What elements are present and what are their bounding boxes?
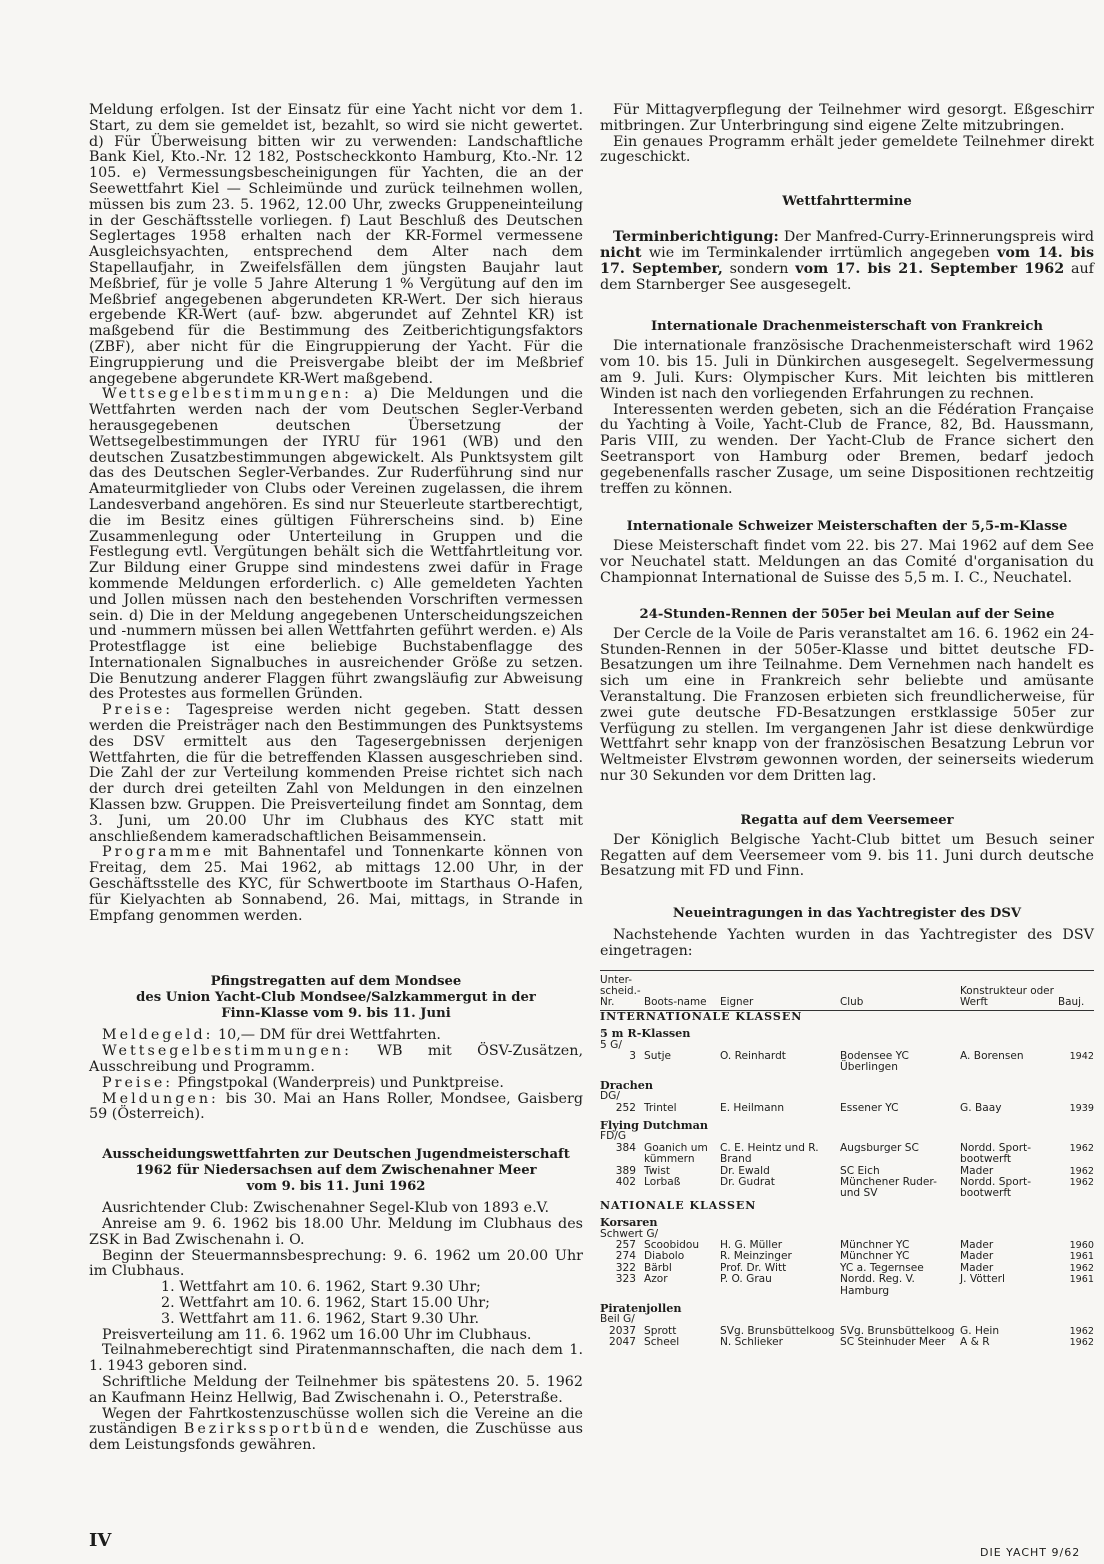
table-row: 322 Bärbl Prof. Dr. Witt YC a. Tegernsee Mader 1962 <box>615 1261 1094 1274</box>
table-header-row <box>600 975 1094 1011</box>
section-heading: Internationale Schweizer Meisterschaften der 5,5-m-Klasse <box>626 519 1068 535</box>
table-row: 402 Lorbaß Dr. Gudrat Münchener Ruder- und SV Nordd. Sport-bootwerft 1962 <box>615 1175 1094 1200</box>
paragraph: Der Cercle de la Voile de Paris veranstaltet am 16. 6. 1962 ein 24-Stunden-Rennen in der 505er-Klasse und bittet deutsche FD-Besatzungen um ihre Teilnahme. Dem Vernehmen nach handelt es sich um eine in Frankreich sehr beliebte und amüsante Veranstaltung. Die Franzosen erbieten sich freundlicherweise, für zwei gute deutsche FD-Besatzungen erstklassige 505er zur Verfügung zu stellen. Im vergangenen Jahr ist diese denkwürdige Wettfahrt sehr knapp von der französischen Besatzung Lebrun vor Weltmeister Elvstrøm gewonnen worden, der seinerseits wiederum nur 30 Sekunden vor dem Dritten lag. <box>600 625 1094 784</box>
column-header: Bauj. <box>1058 995 1085 1008</box>
schedule-item: 3. Wettfahrt am 11. 6. 1962, Start 9.30 Uhr. <box>161 1310 480 1327</box>
register-section-title: NATIONALE KLASSEN <box>600 1198 757 1212</box>
section-heading: 24-Stunden-Rennen der 505er bei Meulan auf der Seine <box>639 606 1055 622</box>
left-column <box>89 103 583 1454</box>
paragraph: Meldungen: bis 30. Mai an Hans Roller, Mondsee, Gaisberg 59 (Österreich). <box>89 1090 584 1123</box>
table-row: 257 Scoobidou H. G. Müller Münchner YC Mader 1960 <box>615 1239 1094 1251</box>
register-class-name: Flying Dutchman <box>600 1117 708 1132</box>
table-row: 2047 Scheel N. Schlieker SC Steinhuder Meer A & R 1962 <box>609 1336 1094 1349</box>
column-header: Boots-name <box>644 995 707 1008</box>
table-row: 2037 Sprott SVg. Brunsbüttelkoog SVg. Brunsbüttelkoog G. Hein 1962 <box>609 1324 1094 1337</box>
paragraph: Die internationale französische Drachenmeisterschaft wird 1962 vom 10. bis 15. Juli in Dünkirchen ausgesegelt. Segelvermessung am 9. Juli. Kurs: Olympischer Kurs. Mit leichten bis mittleren Winden ist nach den vorliegenden Erfahrungen zu rechnen. <box>600 338 1094 402</box>
paragraph: Anreise am 9. 6. 1962 bis 18.00 Uhr. Meldung im Clubhaus des ZSK in Bad Zwischenahn i. O. <box>89 1216 583 1248</box>
right-column <box>600 103 1094 1349</box>
paragraph: Wettsegelbestimmungen: WB mit ÖSV-Zusätzen, Ausschreibung und Programm. <box>89 1043 583 1076</box>
register-class-prefix: FD/G <box>600 1130 627 1143</box>
table-row: 389 Twist Dr. Ewald SC Eich Mader 1962 <box>615 1164 1094 1177</box>
section-heading: Regatta auf dem Veersemeer <box>740 812 954 828</box>
paragraph: Der Königlich Belgische Yacht-Club bittet um Besuch seiner Regatten auf dem Veersemeer vom 9. bis 11. Juni durch deutsche Besatzung mit FD und Finn. <box>600 831 1094 880</box>
register-class-name: Piratenjollen <box>600 1301 682 1316</box>
paragraph: Für Mittagverpflegung der Teilnehmer wird gesorgt. Eßgeschirr mitbringen. Zur Unterbringung sind eigene Zelte mitzubringen. <box>600 102 1094 134</box>
paragraph: Nachstehende Yachten wurden in das Yachtregister des DSV eingetragen: <box>600 927 1094 959</box>
paragraph: Terminberichtigung: Der Manfred-Curry-Erinnerungspreis wird nicht wie im Terminkalender irrtümlich angegeben vom 14. bis 17. September, sondern vom 17. bis 21. September 1962 auf dem Starnberger See ausgesegelt. <box>600 229 1095 293</box>
paragraph: Ein genaues Programm erhält jeder gemeldete Teilnehmer direkt zugeschickt. <box>600 133 1094 166</box>
paragraph: Wettsegelbestimmungen: a) Die Meldungen und die Wettfahrten werden nach der vom Deutschen Segler-Verband herausgegebenen deutschen Übersetzung der Wettsegelbestimmungen der IYRU für 1961 (WB) und den deutschen Zusatzbestimmungen abgewickelt. Als Punktsystem gilt das des Deutschen Segler-Verbandes. Zur Ruderführung sind nur Amateurmitglieder von Clubs oder Vereinen zugelassen, die ihrem Landesverband angehören. Es sind nur Steuerleute startberechtigt, die im Besitz eines gültigen Führerscheins sind. b) Eine Zusammenlegung oder Unterteilung in Gruppen und die Festlegung evtl. Vergütungen behält sich die Wettfahrtleitung vor. Zur Bildung einer Gruppe sind mindestens zwei dafür in Frage kommende Meldungen erforderlich. c) Alle gemeldeten Yachten und Jollen müssen nach den bestehenden Vorschriften vermessen sein. d) Die in der Meldung angegebenen Unterscheidungszeichen und -nummern müssen bei allen Wettfahrten geführt werden. e) Als Protestflagge ist eine beliebige Buchstabenflagge des Internationalen Signalbuches in ausreichender Größe zu setzen. Die Benutzung anderer Flaggen führt zwangsläufig zur Abweisung des Protestes aus formellen Gründen. <box>89 386 583 703</box>
paragraph: Preise: Pfingstpokal (Wanderpreis) und Punktpreise. <box>102 1074 504 1091</box>
paragraph: Meldung erfolgen. Ist der Einsatz für eine Yacht nicht vor dem 1. Start, zu dem sie gemeldet ist, bezahlt, so wird sie nicht gewertet. d) Für Überweisung bitten wir zu verwenden: Landschaftliche Bank Kiel, Kto.-Nr. 12 182, Postscheckkonto Hamburg, Kto.-Nr. 12 105. e) Vermessungsbescheinigungen für Yachten, die an der Seewettfahrt Kiel — Schleimünde und zurück teilnehmen wollen, müssen bis zum 23. 5. 1962, 12.00 Uhr, zwecks Gruppeneinteilung in der Geschäftsstelle vorliegen. f) Laut Beschluß des Deutschen Seglertages 1958 erhalten nach der KR-Formel vermessene Ausgleichsyachten, entsprechend dem Alter nach dem Stapellaufjahr, in Zweifelsfällen dem jüngsten Baujahr laut Meßbrief, für je volle 5 Jahre Alterung 1 % Vergütung auf den im Meßbrief angegebenen abgerundeten KR-Wert. Der sich hieraus ergebende KR-Wert (auf- bzw. abgerundet auf Zehntel KR) ist maßgebend für die Bestimmung des Zeitberichtigungsfaktors (ZBF), aber nicht für die Eingruppierung der Yacht. Für die Eingruppierung und die Preisvergabe bleibt der im Meßbrief angegebene abgerundete KR-Wert maßgebend. <box>89 102 583 387</box>
register-class-prefix: DG/ <box>600 1090 620 1103</box>
paragraph: Beginn der Steuermannsbesprechung: 9. 6. 1962 um 20.00 Uhr im Clubhaus. <box>89 1247 583 1280</box>
column-header: Club <box>840 995 864 1008</box>
paragraph: Programme mit Bahnentafel und Tonnenkarte können von Freitag, dem 25. Mai 1962, ab mittags 12.00 Uhr, in der Geschäftsstelle des KYC, für Schwertboote im Starthaus O-Hafen, für Kielyachten ab Sonnabend, 26. Mai, mittags, in Strande in Empfang genommen werden. <box>89 844 584 924</box>
section-heading: Ausscheidungswettfahrten zur Deutschen Jugendmeisterschaft 1962 für Niedersachsen auf dem Zwischenahner Meer vom 9. bis 11. Juni 1962 <box>102 1147 570 1195</box>
paragraph: Meldegeld: 10,— DM für drei Wettfahrten. <box>102 1027 441 1044</box>
table-row: 274 Diabolo R. Meinzinger Münchner YC Mader 1961 <box>615 1250 1094 1263</box>
page-number: IV <box>89 1530 112 1551</box>
paragraph: Wegen der Fahrtkostenzuschüsse wollen sich die Vereine an die zuständigen Bezirkssportbünde wenden, die Zuschüsse aus dem Leistungsfonds gewähren. <box>89 1405 584 1454</box>
section-heading: Pfingstregatten auf dem Mondsee des Union Yacht-Club Mondsee/Salzkammergut in der Finn-Klasse vom 9. bis 11. Juni <box>136 974 536 1022</box>
paragraph: Teilnahmeberechtigt sind Piratenmannschaften, die nach dem 1. 1. 1943 geboren sind. <box>89 1342 583 1375</box>
table-row: 323 Azor P. O. Grau Nordd. Reg. V. Hamburg J. Vötterl 1961 <box>615 1273 1094 1297</box>
schedule-item: 1. Wettfahrt am 10. 6. 1962, Start 9.30 Uhr; <box>161 1279 481 1296</box>
column-header: Eigner <box>720 995 754 1008</box>
paragraph: Interessenten werden gebeten, sich an die Fédération Française du Yachting à Voile, Yacht-Club de France, 82, Bd. Haussmann, Paris VIII, zu wenden. Der Yacht-Club de France sichert den Seetransport von Hamburg oder Bremen, bedarf jedoch gegebenenfalls rascher Zusage, um seine Dispositionen rechtzeitig treffen zu können. <box>600 401 1094 497</box>
yacht-register-table <box>600 970 1094 1349</box>
section-heading: Internationale Drachenmeisterschaft von Frankreich <box>651 319 1043 335</box>
paragraph: Preise: Tagespreise werden nicht gegeben. Statt dessen werden die Preisträger nach den Bestimmungen des Punktsystems des DSV ermittelt aus den Tagesergebnissen derjenigen Wettfahrten, die für die betreffenden Klassen ausgeschrieben sind. Die Zahl der zur Verteilung kommenden Preise richtet sich nach der durch drei geteilten Zahl von Meldungen in den einzelnen Klassen bzw. Gruppen. Die Preisverteilung findet am Sonntag, dem 3. Juni, um 20.00 Uhr im Clubhaus des KYC statt mit anschließendem kameradschaftlichen Beisammensein. <box>89 702 584 845</box>
register-class-name: Korsaren <box>600 1215 658 1230</box>
column-header: Konstrukteur oder Werft <box>960 984 1054 1008</box>
paragraph: Schriftliche Meldung der Teilnehmer bis spätestens 20. 5. 1962 an Kaufmann Heinz Hellwig, Bad Zwischenahn i. O., Peterstraße. <box>89 1373 583 1406</box>
register-class-prefix: Schwert G/ <box>600 1227 659 1240</box>
paragraph: Preisverteilung am 11. 6. 1962 um 16.00 Uhr im Clubhaus. <box>102 1326 532 1343</box>
paragraph: Diese Meisterschaft findet vom 22. bis 27. Mai 1962 auf dem See vor Neuchatel statt. Meldungen an das Comité d'organisation du Championnat International de Suisse des 5,5 m. I. C., Neuchatel. <box>600 538 1094 586</box>
register-class-name: Drachen <box>600 1077 654 1092</box>
table-row: 252 Trintel E. Heilmann Essener YC G. Baay 1939 <box>615 1101 1094 1114</box>
register-class-name: 5 m R-Klassen <box>600 1026 691 1041</box>
table-row: 3 Sutje O. Reinhardt Bodensee YC Überlingen A. Borensen 1942 <box>629 1049 1094 1074</box>
register-section-title: INTERNATIONALE KLASSEN <box>600 1009 803 1023</box>
register-class-prefix: 5 G/ <box>600 1038 622 1051</box>
table-row: 384 Goanich um kümmern C. E. Heintz und R. Brand Augsburger SC Nordd. Sport-bootwerft 1962 <box>615 1141 1094 1166</box>
section-heading: Neueintragungen in das Yachtregister des DSV <box>672 906 1022 922</box>
paragraph: Ausrichtender Club: Zwischenahner Segel-Klub von 1893 e.V. <box>102 1200 550 1217</box>
schedule-item: 2. Wettfahrt am 10. 6. 1962, Start 15.00 Uhr; <box>161 1295 490 1311</box>
section-heading: Wettfahrttermine <box>782 194 912 210</box>
magazine-issue: DIE YACHT 9/62 <box>980 1546 1081 1559</box>
register-class-prefix: Beil G/ <box>600 1313 635 1326</box>
column-header: Unter-scheid.-Nr. <box>600 973 641 1008</box>
